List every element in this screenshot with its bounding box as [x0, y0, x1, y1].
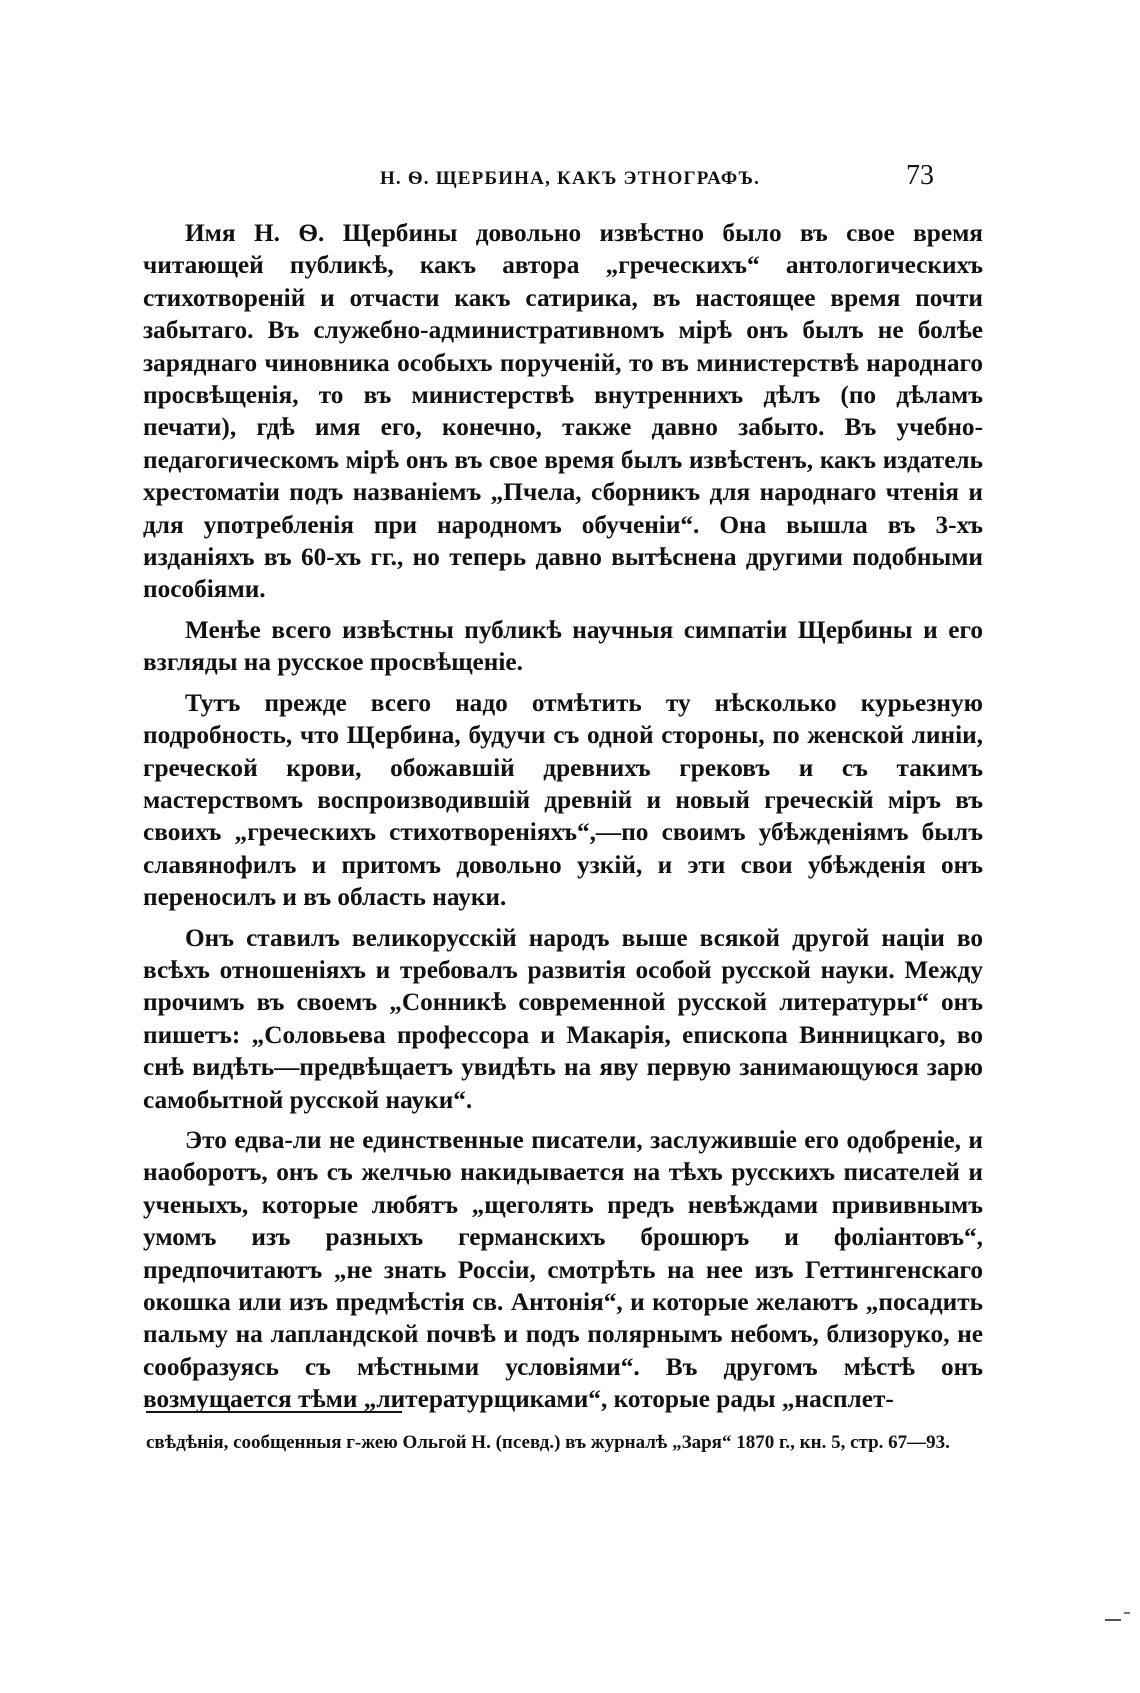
running-title: Н. Ѳ. ЩЕРБИНА, КАКЪ ЭТНОГРАФЪ.	[379, 168, 761, 189]
paragraph: Тутъ прежде всего надо отмѣтить ту нѣсколько курьезную подробность, что Щербина, будучи съ одной стороны, по женской линіи, греческой крови, обожавшій древнихъ грековъ и съ такимъ мастерствомъ воспроизводившій древній и новый греческій міръ въ своихъ „греческихъ стихотвореніяхъ“,—по своимъ убѣжденіямъ былъ славянофилъ и притомъ довольно узкій, и эти свои убѣжденія онъ переносилъ и въ область науки.	[143, 688, 983, 912]
paragraph: Имя Н. Ѳ. Щербины довольно извѣстно было въ свое время читающей публикѣ, какъ автора „греческихъ“ антологическихъ стихотвореній и отчасти какъ сатирика, въ настоящее время почти забытаго. Въ служебно-административномъ мірѣ онъ былъ не болѣе заряднаго чиновника особыхъ порученій, то въ министерствѣ народнаго просвѣщенія, то въ министерствѣ внутреннихъ дѣлъ (по дѣламъ печати), гдѣ имя его, конечно, также давно забыто. Въ учебно-педагогическомъ мірѣ онъ въ свое время былъ извѣстенъ, какъ издатель хрестоматіи подъ названіемъ „Пчела, сборникъ для народнаго чтенія и для употребленія при народномъ обученіи“. Она вышла въ 3-хъ изданіяхъ въ 60-хъ гг., но теперь давно вытѣснена другими подобными пособіями.	[143, 219, 983, 604]
scan-mark	[1105, 1619, 1121, 1621]
paragraph: Это едва-ли не единственные писатели, заслужившіе его одобреніе, и наоборотъ, онъ съ желчью накидывается на тѣхъ русскихъ писателей и ученыхъ, которые любятъ „щеголять предъ невѣждами прививнымъ умомъ изъ разныхъ германскихъ брошюръ и фоліантовъ“, предпочитаютъ „не знать Россіи, смотрѣть на нее изъ Геттингенскаго окошка или изъ предмѣстія св. Антонія“, и которые желаютъ „посадить пальму на лапландской почвѣ и подъ полярнымъ небомъ, близоруко, не сообразуясь съ мѣстными условіями“. Въ другомъ мѣстѣ онъ возмущается тѣми „литературщиками“, которые рады „насплет-	[143, 1125, 983, 1414]
footnote-divider	[146, 1411, 402, 1413]
page-number: 73	[906, 160, 934, 191]
scan-mark	[1124, 1612, 1130, 1614]
paragraph: Онъ ставилъ великорусскій народъ выше всякой другой націи во всѣхъ отношеніяхъ и требовалъ развитія особой русской науки. Между прочимъ въ своемъ „Сонникѣ современной русской литературы“ онъ пишетъ: „Соловьева профессора и Макарія, епископа Винницкаго, во снѣ видѣть—предвѣщаетъ увидѣть на яву первую занимающуюся зарю самобытной русской науки“.	[143, 923, 983, 1114]
footnote: свѣдѣнія, сообщенныя г-жею Ольгой Н. (псевд.) въ журналѣ „Заря“ 1870 г., кн. 5, стр. 67—93.	[146, 1432, 950, 1453]
paragraph: Менѣе всего извѣстны публикѣ научныя симпатіи Щербины и его взгляды на русское просвѣщеніе.	[143, 615, 983, 677]
main-text	[143, 217, 983, 1424]
